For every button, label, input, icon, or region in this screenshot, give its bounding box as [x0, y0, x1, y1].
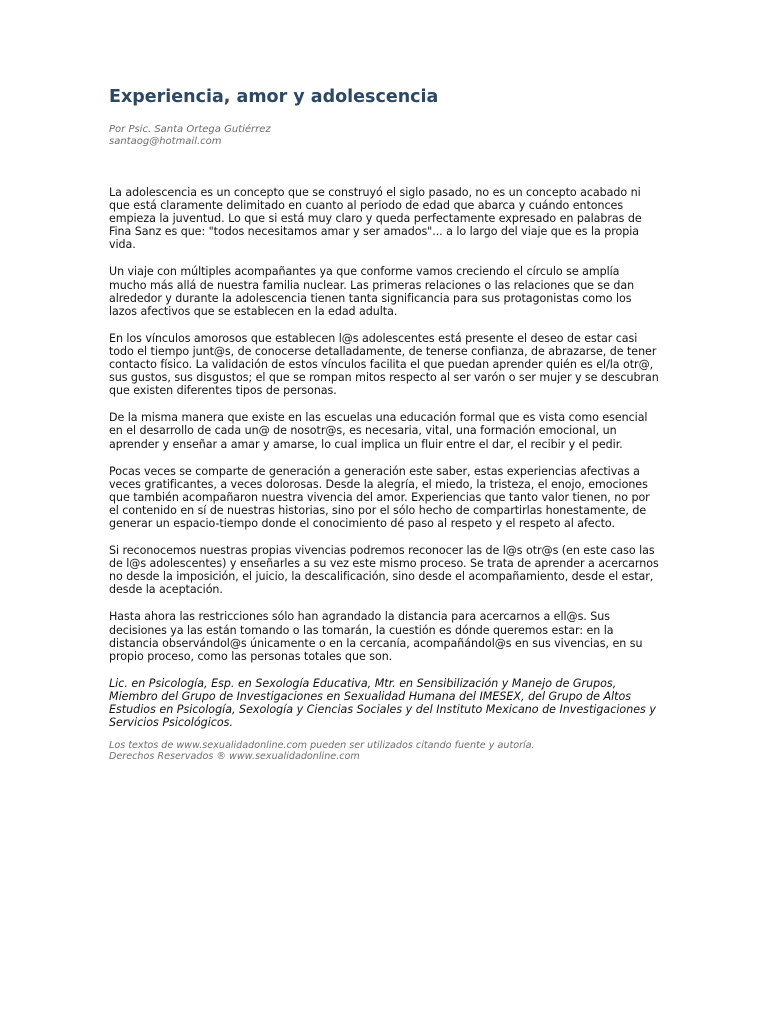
- article-body: [109, 186, 659, 763]
- footer-usage-note: Los textos de www.sexualidadonline.com pueden ser utilizados citando fuente y autoría.: [109, 740, 535, 752]
- paragraph: Si reconocemos nuestras propias vivencias podremos reconocer las de l@s otr@s (en este caso las de l@s adolescentes) y enseñarles a su vez este mismo proceso. Se trata de aprender a acercarnos no desde la imposición, el juicio, la descalificación, sino desde el acompañamiento, desde el estar, desde la aceptación.: [109, 544, 659, 597]
- article-title: Experiencia, amor y adolescencia: [109, 87, 439, 107]
- author-email: santaog@hotmail.com: [109, 136, 222, 147]
- paragraph: Pocas veces se comparte de generación a generación este saber, estas experiencias afectivas a veces gratificantes, a veces dolorosas. Desde la alegría, el miedo, la tristeza, el enojo, emociones que también acompañaron nuestra vivencia del amor. Experiencias que tanto valor tienen, no por el contenido en sí de nuestras historias, sino por el sólo hecho de compartirlas honestamente, de generar un espacio-tiempo donde el conocimiento dé paso al respeto y el respeto al afecto.: [109, 464, 650, 530]
- paragraph: De la misma manera que existe en las escuelas una educación formal que es vista como esencial en el desarrollo de cada un@ de nosotr@s, es necesaria, vital, una formación emocional, un aprender y enseñar a amar y amarse, lo cual implica un fluir entre el dar, el recibir y el pedir.: [109, 411, 648, 451]
- footer-rights: Derechos Reservados ® www.sexualidadonline.com: [109, 751, 360, 763]
- article: [109, 86, 659, 763]
- author-credentials: Lic. en Psicología, Esp. en Sexología Educativa, Mtr. en Sensibilización y Manejo de Grupos, Miembro del Grupo de Investigaciones en Sexualidad Humana del IMESEX, del Grupo de Altos Estudios en Psicología, Sexología y Ciencias Sociales y del Instituto Mexicano de Investigaciones y Servicios Psicológicos.: [109, 676, 656, 730]
- author-name: Por Psic. Santa Ortega Gutiérrez: [109, 124, 271, 135]
- paragraph: La adolescencia es un concepto que se construyó el siglo pasado, no es un concepto acabado ni que está claramente delimitado en cuanto al periodo de edad que abarca y cuándo entonces empieza la juventud. Lo que si está muy claro y queda perfectamente expresado en palabras de Fina Sanz es que: "todos necesitamos amar y ser amados"... a lo largo del viaje que es la propia vida.: [109, 186, 642, 252]
- paragraph: Hasta ahora las restricciones sólo han agrandado la distancia para acercarnos a ell@s. Sus decisiones ya las están tomando o las tomarán, la cuestión es dónde queremos estar: en la distancia observándol@s únicamente o en la cercanía, acompañándol@s en sus vivencias, en su propio proceso, como las personas totales que son.: [109, 610, 643, 663]
- copyright-footer: [109, 740, 659, 762]
- paragraph: Un viaje con múltiples acompañantes ya que conforme vamos creciendo el círculo se amplía mucho más allá de nuestra familia nuclear. Las primeras relaciones o las relaciones que se dan alrededor y durante la adolescencia tienen tanta significancia para sus protagonistas como los lazos afectivos que se establecen en la edad adulta.: [109, 265, 635, 318]
- byline: [109, 124, 659, 148]
- paragraph: En los vínculos amorosos que establecen l@s adolescentes está presente el deseo de estar casi todo el tiempo junt@s, de conocerse detalladamente, de tenerse confianza, de abrazarse, de tener contacto físico. La validación de estos vínculos facilita el que puedan aprender quién es el/la otr@, sus gustos, sus disgustos; el que se rompan mitos respecto al ser varón o ser mujer y se descubran que existen diferentes tipos de personas.: [109, 331, 659, 398]
